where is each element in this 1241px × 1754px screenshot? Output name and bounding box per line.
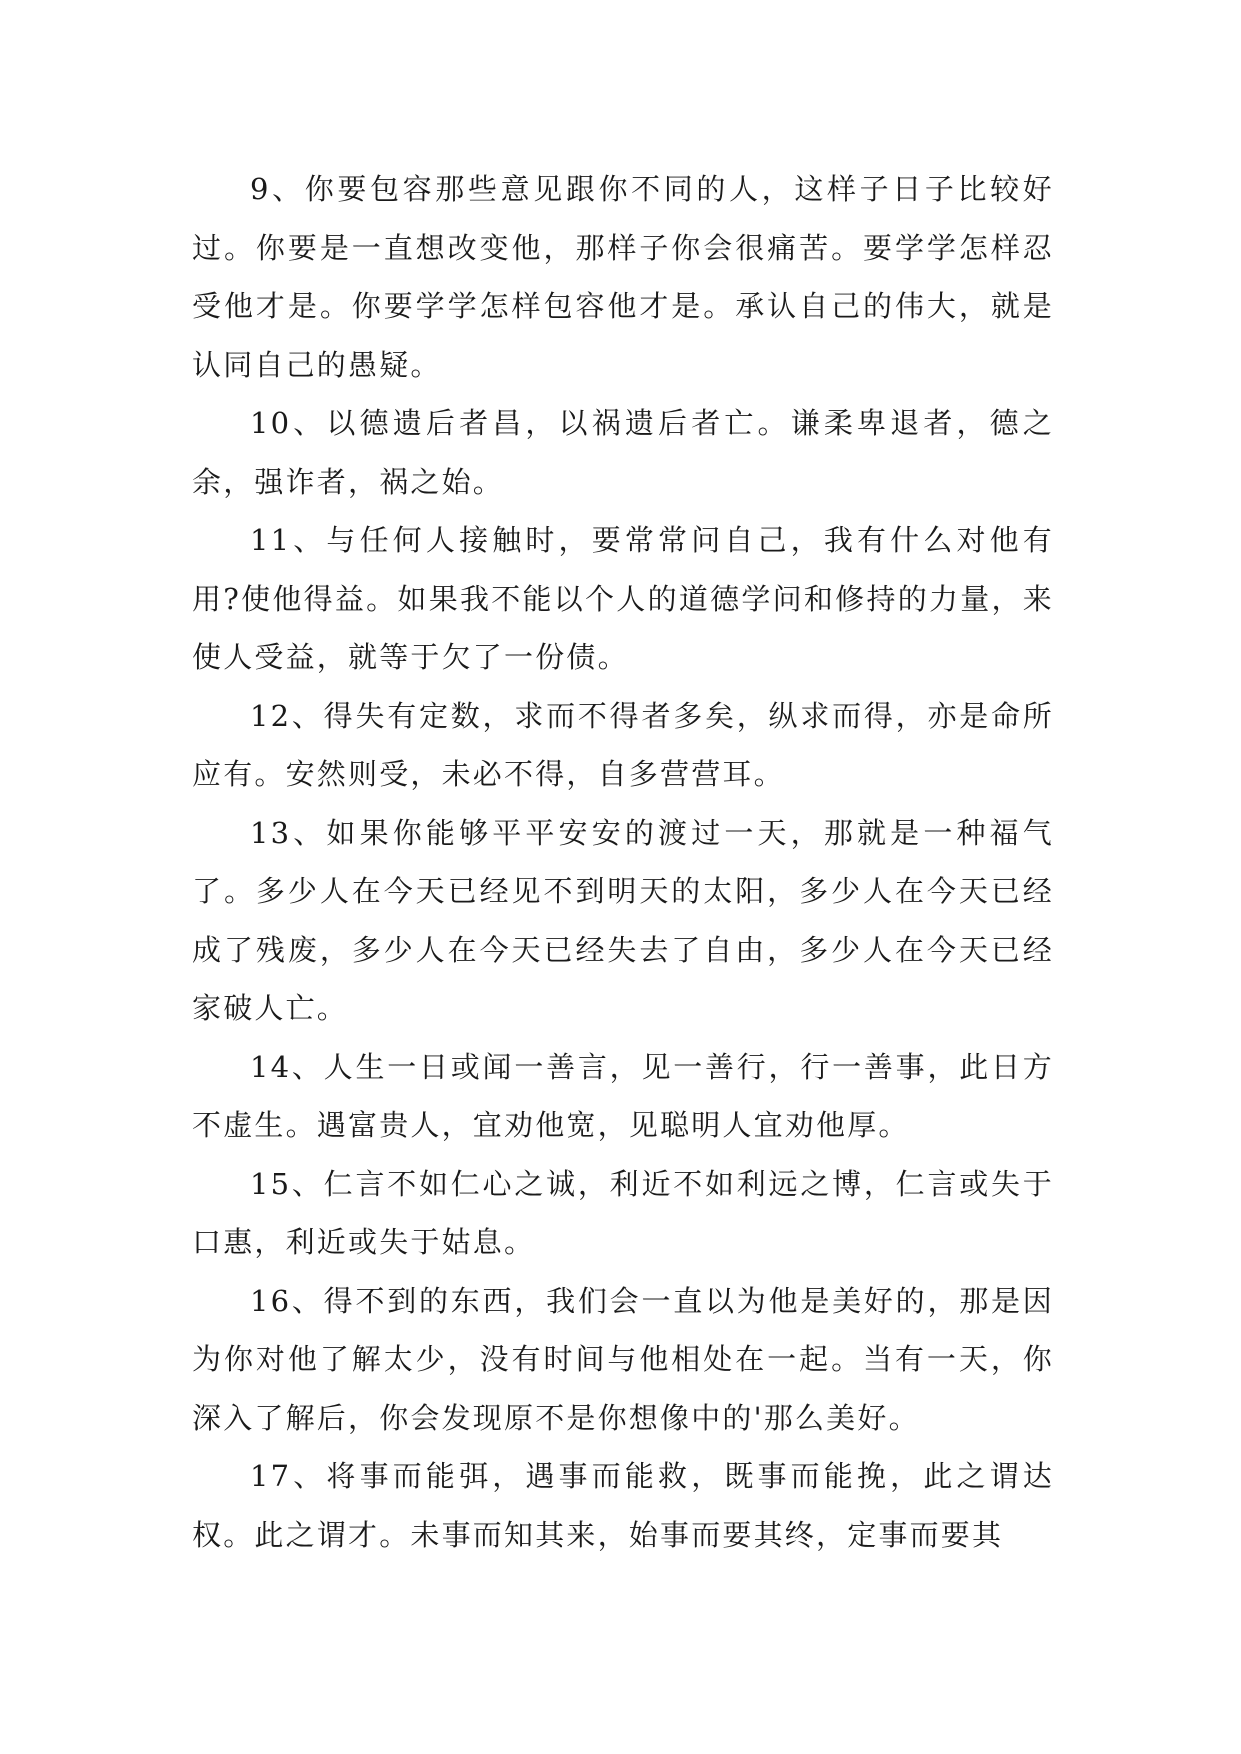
- paragraph-11: 11、与任何人接触时，要常常问自己，我有什么对他有用?使他得益。如果我不能以个人的道德学问和修持的力量，来使人受益，就等于欠了一份债。: [192, 523, 1054, 674]
- paragraph-13: 13、如果你能够平平安安的渡过一天，那就是一种福气了。多少人在今天已经见不到明天的太阳，多少人在今天已经成了残废，多少人在今天已经失去了自由，多少人在今天已经家破人亡。: [192, 815, 1054, 1025]
- document-page: [192, 160, 1054, 1564]
- paragraph-10: 10、以德遗后者昌，以祸遗后者亡。谦柔卑退者，德之余，强诈者，祸之始。: [192, 406, 1054, 499]
- paragraph-14: 14、人生一日或闻一善言，见一善行，行一善事，此日方不虚生。遇富贵人，宜劝他宽，见聪明人宜劝他厚。: [192, 1049, 1054, 1142]
- paragraph-17: 17、将事而能弭，遇事而能救，既事而能挽，此之谓达权。此之谓才。未事而知其来，始事而要其终，定事而要其: [192, 1459, 1054, 1552]
- paragraph-16: 16、得不到的东西，我们会一直以为他是美好的，那是因为你对他了解太少，没有时间与他相处在一起。当有一天，你深入了解后，你会发现原不是你想像中的'那么美好。: [192, 1283, 1054, 1435]
- paragraph-12: 12、得失有定数，求而不得者多矣，纵求而得，亦是命所应有。安然则受，未必不得，自多营营耳。: [192, 698, 1054, 791]
- paragraph-15: 15、仁言不如仁心之诚，利近不如利远之博，仁言或失于口惠，利近或失于姑息。: [192, 1166, 1054, 1259]
- paragraph-9: 9、你要包容那些意见跟你不同的人，这样子日子比较好过。你要是一直想改变他，那样子你会很痛苦。要学学怎样忍受他才是。你要学学怎样包容他才是。承认自己的伟大，就是认同自己的愚疑。: [192, 172, 1054, 382]
